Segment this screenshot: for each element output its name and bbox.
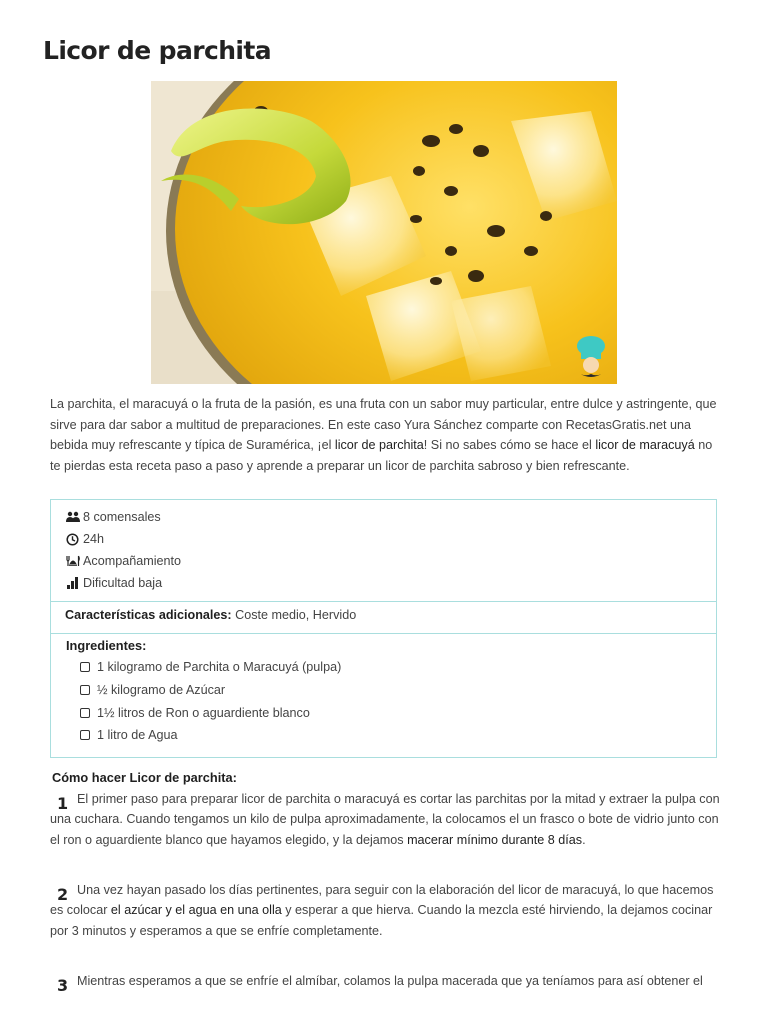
page-title: Licor de parchita [43, 36, 271, 65]
servings-row [65, 507, 161, 527]
step-text: Una vez hayan pasado los días pertinentes, para seguir con la elaboración del licor de maracuyá, lo que hacemos es colocar el azúcar y el agua en una olla y esperar a que hierva. Cuando la mezcla esté hirviendo, la dejamos cocinar por 3 minutos y esperamos a que se enfríe completamente. [50, 883, 714, 938]
step-number: 2 [57, 885, 69, 904]
ingredient-label: 1 kilogramo de Parchita o Maracuyá (pulpa) [97, 660, 342, 674]
people-icon [65, 510, 80, 524]
ingredient-checkbox[interactable] [80, 708, 90, 718]
additional-features-value: Coste medio, Hervido [231, 608, 357, 622]
intro-text: ! Si no sabes cómo se hace el [423, 438, 596, 453]
ingredient-checkbox[interactable] [80, 730, 90, 740]
additional-features [51, 601, 716, 634]
bar-chart-icon [65, 576, 80, 590]
ingredient-item[interactable] [80, 726, 178, 744]
recipe-info-box [50, 499, 717, 758]
ingredient-label: 1½ litros de Ron o aguardiente blanco [97, 706, 310, 720]
ingredients-title: Ingredientes: [66, 638, 147, 653]
time-text: 24h [83, 532, 105, 546]
ingredient-checkbox[interactable] [80, 662, 90, 672]
category-text: Acompañamiento [83, 554, 182, 568]
servings-text: 8 comensales [83, 510, 161, 524]
passion-fruit-drink-image [151, 81, 617, 384]
ingredients-section [51, 633, 716, 757]
ingredient-item[interactable] [80, 681, 225, 699]
step-text: Mientras esperamos a que se enfríe el almíbar, colamos la pulpa macerada que ya teníamos para así obtener el [77, 974, 703, 988]
time-row [65, 529, 104, 549]
clock-icon [65, 532, 80, 546]
difficulty-row [65, 573, 162, 593]
step-number: 1 [57, 794, 69, 813]
ingredient-label: ½ kilogramo de Azúcar [97, 683, 226, 697]
step-text: El primer paso para preparar licor de parchita o maracuyá es cortar las parchitas por la mitad y extraer la pulpa con una cuchara. Cuando tengamos un kilo de pulpa aproximadamente, la colocamos el un frasco o bote de vidrio junto con el ron o aguardiente blanco que hayamos elegido, y la dejamos macerar mínimo durante 8 días. [50, 792, 720, 847]
recipe-intro [50, 394, 722, 476]
steps-title: Cómo hacer Licor de parchita: [52, 770, 237, 785]
difficulty-text: Dificultad baja [83, 576, 163, 590]
step-number: 3 [57, 976, 69, 995]
category-row [65, 551, 181, 571]
ingredient-item[interactable] [80, 658, 341, 676]
ingredient-item[interactable] [80, 704, 310, 722]
intro-text: no te pierdas esta receta paso a paso y aprende a preparar un licor de parchita sabroso y bien refrescante. [50, 438, 713, 473]
intro-text: La parchita, el maracuyá o la fruta de la pasión, es una fruta con un sabor muy particular, entre dulce y astringente, que sirve para dar sabor a multitud de preparaciones. En este caso Yura Sánchez comparte con RecetasGratis.net una bebida muy refrescante y típica de Suramérica, ¡el [50, 397, 717, 453]
recipe-meta [51, 500, 716, 602]
intro-link-licor-parchita[interactable]: licor de parchita [334, 438, 424, 453]
cutlery-icon [65, 554, 80, 568]
intro-link-licor-maracuya[interactable]: licor de maracuyá [595, 438, 695, 453]
recipe-photo [151, 81, 617, 384]
additional-features-label: Características adicionales: [65, 608, 232, 622]
ingredient-checkbox[interactable] [80, 685, 90, 695]
ingredient-label: 1 litro de Agua [97, 728, 178, 742]
